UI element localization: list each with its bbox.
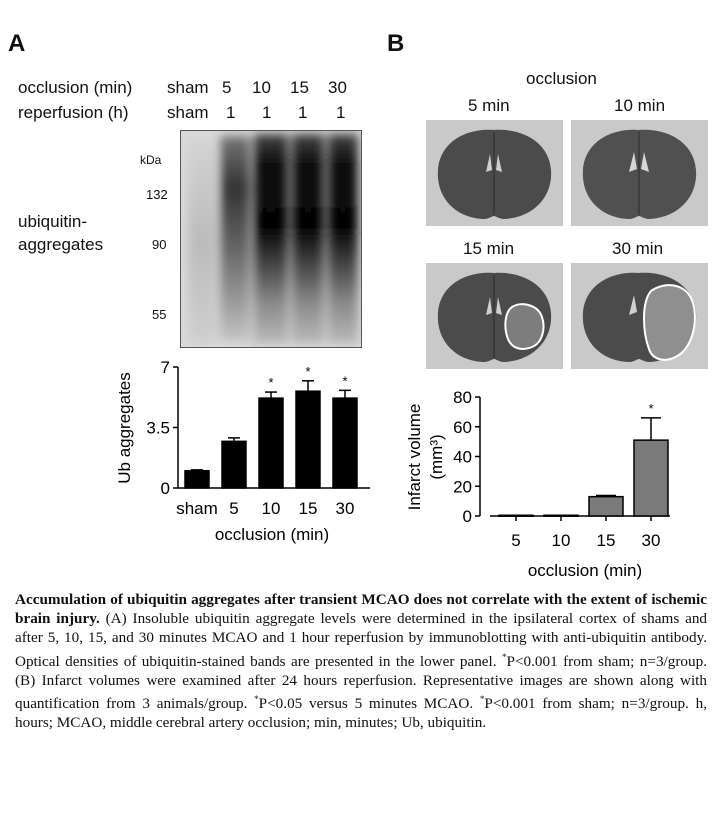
brain-section-5min (426, 120, 563, 226)
occlusion-row-label: occlusion (min) (18, 78, 133, 97)
ubiquitin-western-blot (180, 130, 362, 348)
x-tick-label: 5 (229, 499, 239, 518)
x-tick-label: 30 (335, 499, 355, 518)
lane-occlusion-5: 5 (222, 78, 232, 97)
panel-a-letter: A (8, 30, 26, 57)
blot-label-line2: aggregates (18, 235, 104, 254)
bar (333, 398, 357, 488)
x-axis-label: occlusion (min) (214, 525, 330, 544)
significance-marker: * (342, 373, 348, 389)
y-tick-label: 0 (160, 479, 170, 498)
x-tick-label: 30 (641, 531, 661, 550)
image-label-30min: 30 min (612, 239, 664, 258)
figure-caption (15, 590, 707, 733)
blot-label (18, 210, 103, 256)
lane-occlusion-30: 30 (328, 78, 347, 97)
lane-occlusion-15: 15 (290, 78, 309, 97)
panel-b-letter: B (387, 30, 405, 57)
ub-aggregates-chart (100, 355, 380, 550)
y-axis-label-line1: Infarct volume (405, 403, 424, 511)
x-tick-label: sham (176, 499, 218, 518)
lane-reperfusion-30: 1 (336, 103, 346, 122)
lane-reperfusion-sham: sham (167, 103, 209, 122)
bar (222, 441, 246, 488)
mw-marker-132: 132 (146, 187, 168, 202)
y-tick-label: 40 (453, 447, 472, 467)
significance-marker: * (648, 400, 654, 416)
bar (259, 398, 283, 488)
significance-marker: * (268, 375, 274, 391)
y-axis-label: Ub aggregates (115, 372, 134, 484)
brain-section-15min (426, 263, 563, 369)
caption-text-3: P<0.05 versus 5 minutes MCAO. (258, 695, 480, 713)
y-tick-label: 80 (453, 388, 472, 407)
reperfusion-row-label: reperfusion (h) (18, 103, 129, 122)
x-tick-label: 10 (551, 531, 571, 550)
bar (589, 497, 623, 516)
lane-occlusion-sham: sham (167, 78, 209, 97)
caption-text-1: (A) Insoluble ubiquitin aggregate levels were determined in the ipsilateral cortex of shams and after 5, 10, 15, and 30 minutes MCAO and 1 hour reperfusion by immunoblotting with anti-ubiquitin antibody. Optical densities of ubiquitin-stained bands are presented in the lower panel. (15, 610, 708, 670)
bar (296, 391, 320, 488)
lane-occlusion-10: 10 (252, 78, 271, 97)
lane-reperfusion-5: 1 (226, 103, 236, 122)
x-tick-label: 10 (261, 499, 281, 518)
image-label-15min: 15 min (463, 239, 515, 258)
infarct-outline-15min (505, 304, 543, 349)
y-tick-label: 0 (462, 507, 472, 526)
bar (634, 440, 668, 516)
bar (185, 471, 209, 488)
mw-marker-90: 90 (152, 237, 167, 252)
infarct-volume-chart (395, 385, 690, 585)
caption-title: Accumulation of ubiquitin aggregates after transient MCAO does not correlate with the extent of ischemic brain injury. (15, 591, 707, 628)
y-tick-label: 3.5 (146, 418, 170, 438)
x-tick-label: 15 (596, 531, 616, 550)
caption-text-2: P<0.001 from sham; n=3/group. (B) Infarct volumes were examined after 24 hours reperfusion. Representative images are shown along with quantification from 3 animals/group. (15, 652, 707, 713)
lane-reperfusion-10: 1 (262, 103, 272, 122)
brain-section-10min (571, 120, 708, 226)
image-label-10min: 10 min (614, 96, 666, 115)
x-tick-label: 5 (511, 531, 521, 550)
lane-reperfusion-15: 1 (298, 103, 308, 122)
blot-label-line1: ubiquitin- (18, 212, 87, 231)
x-tick-label: 15 (298, 499, 318, 518)
image-label-5min: 5 min (468, 96, 510, 115)
panel-b-title: occlusion (526, 69, 597, 88)
mw-marker-55: 55 (152, 307, 167, 322)
y-tick-label: 60 (453, 417, 472, 437)
y-axis-label-line2: (mm³) (427, 434, 446, 480)
kda-label: kDa (140, 153, 162, 167)
x-axis-label: occlusion (min) (527, 561, 643, 580)
caption-star-2: * (254, 694, 259, 705)
caption-text-4: P<0.001 from sham; n=3/group. h, hours; MCAO, middle cerebral artery occlusion; min, minutes; Ub, ubiquitin. (15, 695, 708, 732)
significance-marker: * (305, 363, 311, 379)
brain-section-30min (571, 263, 708, 369)
caption-star-3: * (479, 694, 485, 705)
caption-star-1: * (502, 651, 507, 662)
y-tick-label: 20 (453, 477, 472, 497)
y-tick-label: 7 (160, 358, 170, 377)
